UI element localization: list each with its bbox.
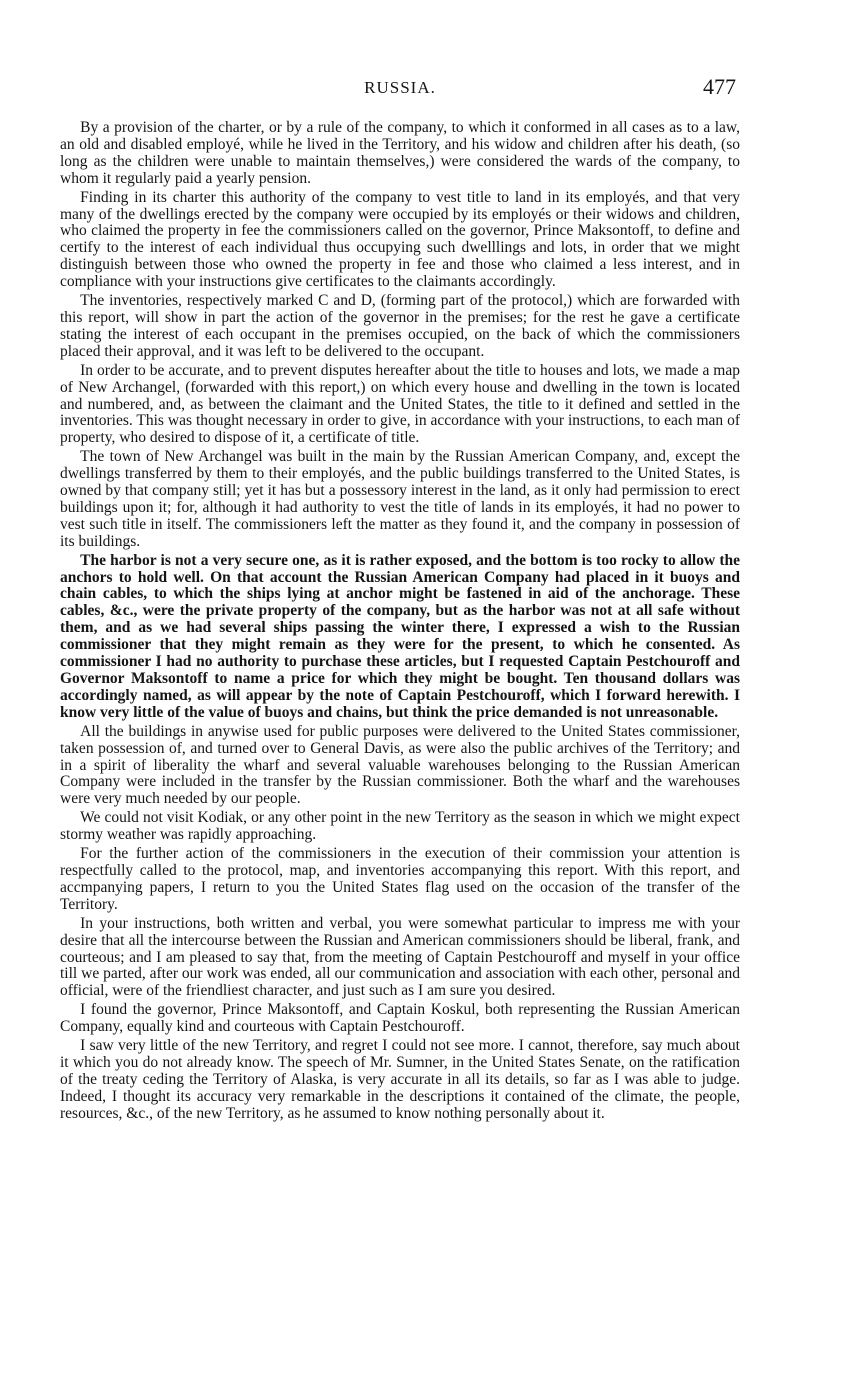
running-title: RUSSIA. [364, 78, 436, 97]
paragraph: Finding in its charter this authority of the company to vest title to land in its employés, and that very many of the dwellings erected by the company were occupied by its employés or their widows and children, who claimed the property in fee the commissioners called on the governor, Prince Maksontoff, to define and certify to the interest of each individual thus occupying such dwelllings and lots, in order that we might distinguish between those who owned the property in fee and those who claimed a less interest, and in compliance with your instructions give certificates to the claimants accordingly. [60, 188, 740, 291]
paragraph: In your instructions, both written and verbal, you were somewhat particular to impress me with your desire that all the intercourse between the Russian and American commissioners should be liberal, frank, and courteous; and I am pleased to say that, from the meeting of Captain Pestchouroff and myself in your office till we parted, after our work was ended, all our communication and association with each other, personal and official, were of the friendliest character, and just such as I am sure you desired. [60, 914, 740, 1000]
page-number: 477 [703, 74, 736, 99]
paragraph: I saw very little of the new Territory, and regret I could not see more. I cannot, therefore, say much about it which you do not already know. The speech of Mr. Sumner, in the United States Senate, on the ratification of the treaty ceding the Territory of Alaska, is very accurate in all its details, so far as I was able to judge. Indeed, I thought its accuracy very remarkable in the descriptions it contained of the climate, the people, resources, &c., of the new Territory, as he assumed to know nothing personally about it. [60, 1037, 740, 1122]
paragraph: We could not visit Kodiak, or any other point in the new Territory as the season in which we might expect stormy weather was rapidly approaching. [60, 809, 740, 844]
paragraph: In order to be accurate, and to prevent disputes hereafter about the title to houses and lots, we made a map of New Archangel, (forwarded with this report,) on which every house and dwelling in the town is located and numbered, and, as between the claimant and the United States, the title to it defined and settled in the inventories. This was thought necessary in order to give, in accordance with your instructions, to each man of property, who desired to dispose of it, a certificate of title. [60, 361, 740, 447]
body-text [60, 120, 740, 1125]
paragraph: By a provision of the charter, or by a rule of the company, to which it conformed in all cases as to a law, an old and disabled employé, while he lived in the Territory, and his widow and children after his death, (so long as the children were unable to maintain themselves,) were considered the wards of the company, to whom it regularly paid a yearly pension. [60, 119, 740, 187]
page-header [60, 74, 740, 104]
paragraph: The town of New Archangel was built in the main by the Russian American Company, and, except the dwellings transferred by them to their employés, and the public buildings transferred to the United States, is owned by that company still; yet it has but a possessory interest in the land, as it only had permission to erect buildings upon it; for, although it had authority to vest the title of lands in its employés, it had no power to vest such title in itself. The commissioners left the matter as they found it, and the company in possession of its buildings. [60, 448, 740, 550]
paragraph: For the further action of the commissioners in the execution of their commission your attention is respectfully called to the protocol, map, and inventories accompanying this report. With this report, and accmpanying papers, I return to you the United States flag used on the occasion of the transfer of the Territory. [60, 845, 740, 913]
paragraph: I found the governor, Prince Maksontoff, and Captain Koskul, both representing the Russian American Company, equally kind and courteous with Captain Pestchouroff. [60, 1001, 740, 1036]
paragraph: The inventories, respectively marked C and D, (forming part of the protocol,) which are forwarded with this report, will show in part the action of the governor in the premises; for the rest he gave a certificate stating the interest of each occupant in the premises occupied, on the back of which the commissioners placed their approval, and it was left to be delivered to the occupant. [60, 292, 740, 360]
paragraph: All the buildings in anywise used for public purposes were delivered to the United States commissioner, taken possession of, and turned over to General Davis, as were also the public archives of the Territory; and in a spirit of liberality the wharf and several valuable warehouses belonging to the Russian American Company were included in the transfer by the Russian commissioner. Both the wharf and the warehouses were very much needed by our people. [60, 722, 740, 808]
paragraph: The harbor is not a very secure one, as it is rather exposed, and the bottom is too rocky to allow the anchors to hold well. On that account the Russian American Company had placed in it buoys and chain cables, to which the ships lying at anchor might be fastened in aid of the anchorage. These cables, &c., were the private property of the company, but as the harbor was not at all safe without them, and as we had several ships passing the winter there, I expressed a wish to the Russian commissioner that they might remain as they were for the present, to which he consented. As commissioner I had no authority to purchase these articles, but I requested Captain Pestchouroff and Governor Maksontoff to name a price for which they might be bought. Ten thousand dollars was accordingly named, as will appear by the note of Captain Pestchouroff, which I forward herewith. I know very little of the value of buoys and chains, but think the price demanded is not unreasonable. [60, 551, 740, 721]
